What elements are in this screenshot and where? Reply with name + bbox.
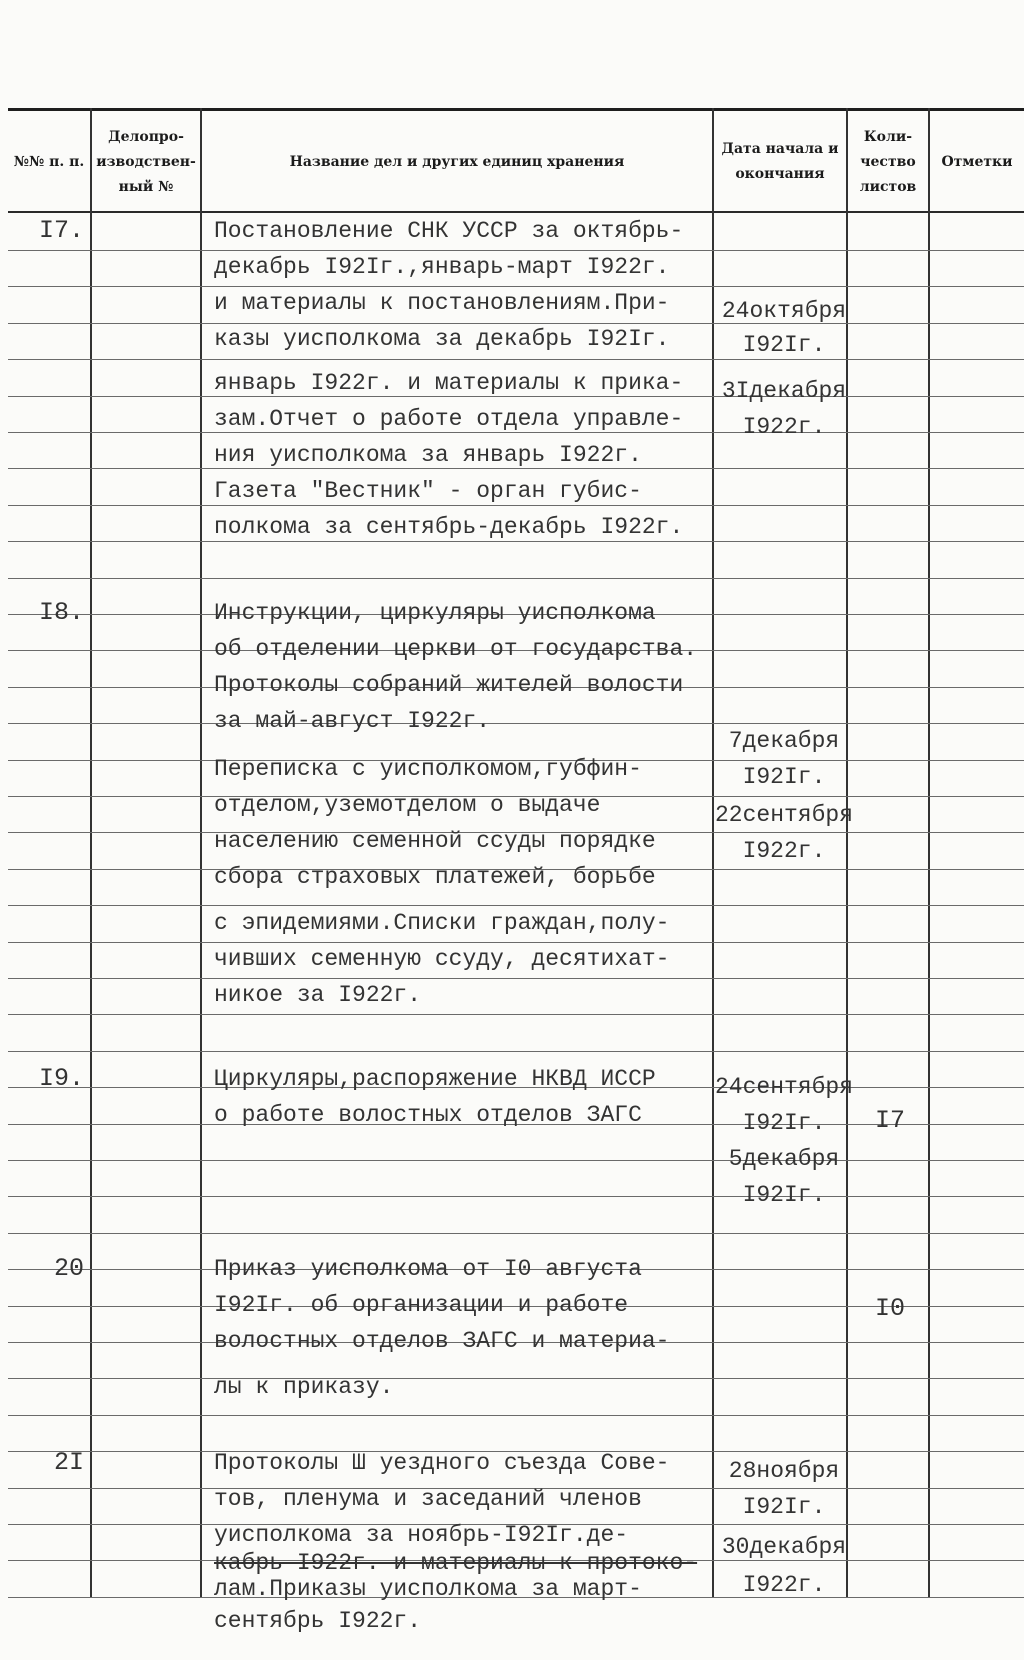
entry-title-line: Газета "Вестник" - орган губис-	[214, 478, 642, 504]
entry-number: 20	[53, 1254, 84, 1283]
ruled-line	[8, 286, 1024, 287]
ruled-line	[8, 578, 1024, 579]
column-divider	[90, 108, 92, 1598]
header-notes-label: Отметки	[941, 153, 1013, 170]
entry-date: 30декабря	[721, 1534, 847, 1560]
entry-date: 24октября	[721, 298, 847, 324]
header-title-label: Название дел и других единиц хранения	[289, 153, 625, 170]
ruled-line	[8, 978, 1024, 979]
ruled-line	[8, 1014, 1024, 1015]
ruled-line	[8, 942, 1024, 943]
entry-title-line: I92Iг. об организации и работе	[214, 1292, 629, 1318]
entry-date: I92Iг.	[742, 332, 826, 358]
header-number	[8, 116, 90, 208]
entry-title-line: полкома за сентябрь-декабрь I922г.	[214, 514, 684, 540]
header-count	[848, 116, 928, 208]
ruled-line	[8, 1233, 1024, 1234]
entry-title-line: тов, пленума и заседаний членов	[214, 1486, 642, 1512]
entry-sheet-count: I0	[874, 1294, 905, 1323]
entry-title-line: об отделении церкви от государства.	[214, 636, 698, 662]
ruled-line	[8, 905, 1024, 906]
entry-title-line-struck: кабрь I922г. и материалы к протоко-	[214, 1550, 698, 1576]
entry-date: I922г.	[742, 1572, 826, 1598]
header-dates	[714, 116, 846, 208]
entry-title-line: никое за I922г.	[214, 982, 422, 1008]
entry-date: 22сентября	[714, 802, 854, 828]
entry-title-line: Инструкции, циркуляры уисполкома	[214, 600, 656, 626]
entry-date: I922г.	[742, 414, 826, 440]
header-bottom-border	[8, 211, 1024, 213]
entry-title-line: Протоколы собраний жителей волости	[214, 672, 684, 698]
entry-title-line: Циркуляры,распоряжение НКВД ИССР	[214, 1066, 656, 1092]
table-top-border	[8, 108, 1024, 111]
header-count-label: Коли-чество листов	[859, 128, 917, 195]
entry-title-line: казы уисполкома за декабрь I92Iг.	[214, 326, 670, 352]
entry-title-line: уисполкома за ноябрь-I92Iг.де-	[214, 1522, 629, 1548]
column-divider	[200, 108, 202, 1598]
entry-date: 3Iдекабря	[721, 378, 847, 404]
entry-date: 28ноября	[728, 1458, 840, 1484]
ruled-line	[8, 1415, 1024, 1416]
entry-date: I92Iг.	[742, 1182, 826, 1208]
entry-title-line: Приказ уисполкома от I0 августа	[214, 1256, 642, 1282]
entry-date: I92Iг.	[742, 1494, 826, 1520]
entry-title-line: зам.Отчет о работе отдела управле-	[214, 406, 684, 432]
entry-date: I922г.	[742, 838, 826, 864]
ruled-line	[8, 250, 1024, 251]
header-office-number	[92, 116, 200, 208]
entry-title-line: населению семенной ссуды порядке	[214, 828, 656, 854]
entry-title-line: отделом,уземотделом о выдаче	[214, 792, 601, 818]
header-number-label: №№ п. п.	[13, 153, 85, 170]
header-title	[202, 116, 712, 208]
ruled-line	[8, 1160, 1024, 1161]
entry-title-line: декабрь I92Iг.,январь-март I922г.	[214, 254, 670, 280]
entry-title-line: волостных отделов ЗАГС и материа-	[214, 1328, 670, 1354]
entry-sheet-count: I7	[874, 1106, 905, 1135]
entry-number: 2I	[53, 1448, 84, 1477]
header-office-label: Делопро-изводствен-ный №	[96, 128, 196, 195]
entry-date: 7декабря	[728, 728, 840, 754]
entry-title-line: чивших семенную ссуду, десятихат-	[214, 946, 670, 972]
entry-title-line: Постановление СНК УССР за октябрь-	[214, 218, 684, 244]
entry-date: 24сентября	[714, 1074, 854, 1100]
header-dates-label: Дата начала и окончания	[721, 141, 839, 182]
entry-date: I92Iг.	[742, 1110, 826, 1136]
entry-number: I8.	[38, 598, 84, 627]
entry-title-line: Переписка с уисполкомом,губфин-	[214, 756, 642, 782]
entry-title-line: с эпидемиями.Списки граждан,полу-	[214, 910, 670, 936]
entry-title-line: и материалы к постановлениям.При-	[214, 290, 670, 316]
header-notes	[930, 116, 1024, 208]
entry-number: I9.	[38, 1064, 84, 1093]
column-divider	[928, 108, 930, 1598]
entry-title-line: лам.Приказы уисполкома за март-	[214, 1576, 642, 1602]
entry-title-line: за май-август I922г.	[214, 708, 491, 734]
entry-title-line: Протоколы Ш уездного съезда Сове-	[214, 1450, 670, 1476]
entry-title-line: январь I922г. и материалы к прика-	[214, 370, 684, 396]
entry-title-line: о работе волостных отделов ЗАГС	[214, 1102, 642, 1128]
ruled-line	[8, 1051, 1024, 1052]
entry-title-line: ния уисполкома за январь I922г.	[214, 442, 642, 468]
entry-date: I92Iг.	[742, 764, 826, 790]
entry-number: I7.	[38, 216, 84, 245]
ruled-line	[8, 1196, 1024, 1197]
entry-title-line: лы к приказу.	[214, 1374, 394, 1400]
entry-title-line: сбора страховых платежей, борьбе	[214, 864, 656, 890]
ruled-line	[8, 359, 1024, 360]
entry-date: 5декабря	[728, 1146, 840, 1172]
entry-title-line: сентябрь I922г.	[214, 1608, 422, 1634]
